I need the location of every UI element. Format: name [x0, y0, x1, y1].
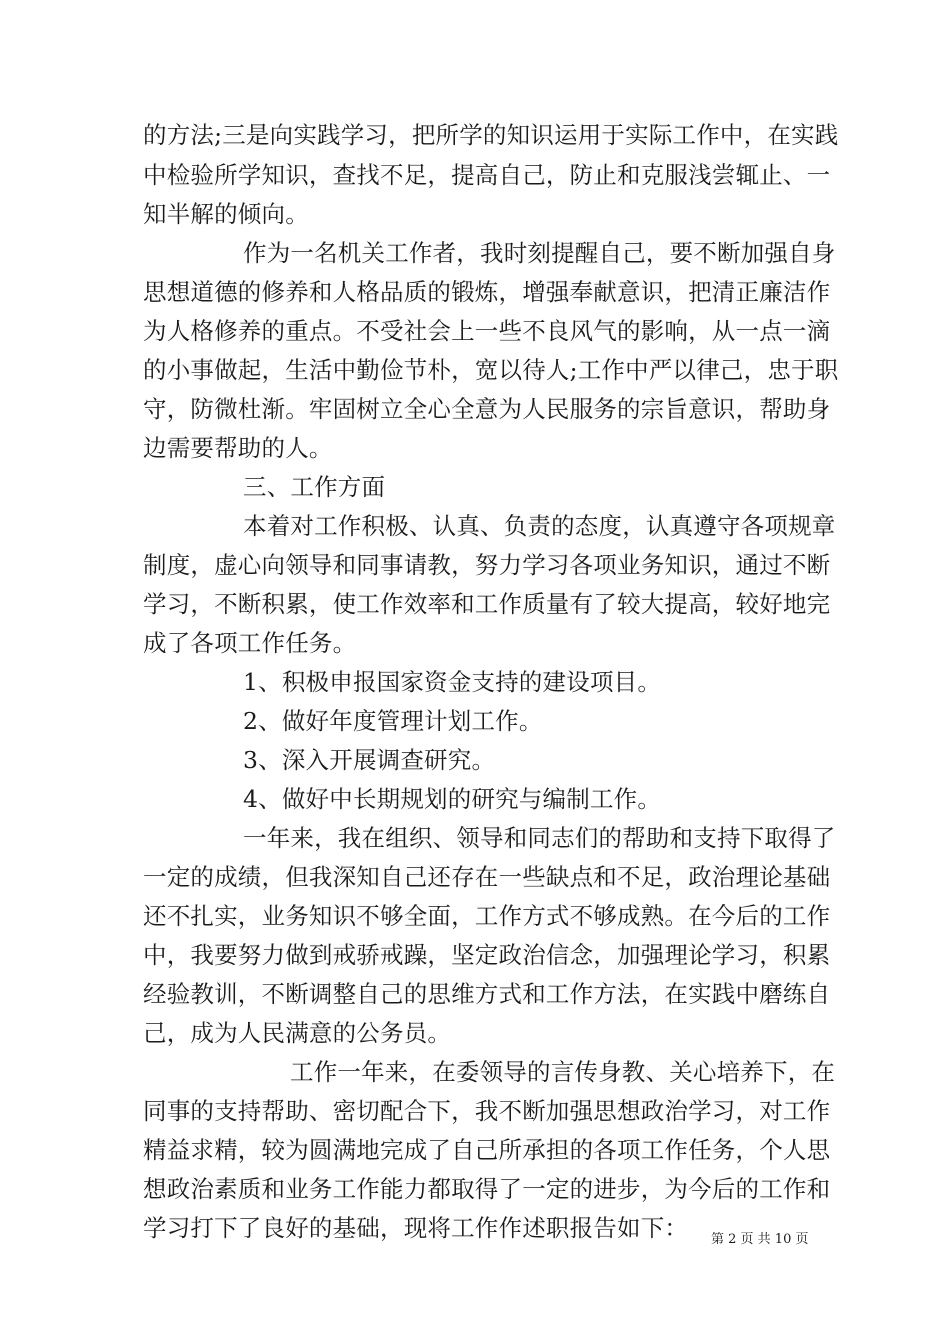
text-line: 中，我要努力做到戒骄戒躁，坚定政治信念，加强理论学习，积累 [143, 941, 831, 969]
list-item: 3、深入开展调查研究。 [243, 746, 496, 774]
text-line: 中检验所学知识，查找不足，提高自己，防止和克服浅尝辄止、一 [143, 161, 831, 189]
paragraph-start: 一年来，我在组织、领导和同志们的帮助和支持下取得了 [243, 824, 836, 852]
paragraph-start: 本着对工作积极、认真、负责的态度，认真遵守各项规章 [243, 512, 836, 540]
list-item: 1、积极申报国家资金支持的建设项目。 [243, 668, 662, 696]
text-line: 还不扎实，业务知识不够全面，工作方式不够成熟。在今后的工作 [143, 902, 831, 930]
text-line: 守，防微杜渐。牢固树立全心全意为人民服务的宗旨意识，帮助身 [143, 395, 831, 423]
text-line: 经验教训，不断调整自己的思维方式和工作方法，在实践中磨练自 [143, 980, 831, 1008]
paragraph-start: 作为一名机关工作者，我时刻提醒自己，要不断加强自身 [243, 239, 836, 267]
list-item: 2、做好年度管理计划工作。 [243, 707, 543, 735]
text-line: 为人格修养的重点。不受社会上一些不良风气的影响，从一点一滴 [143, 317, 831, 345]
page-number: 第 2 页 共 10 页 [711, 1232, 809, 1247]
text-line: 制度，虚心向领导和同事请教，努力学习各项业务知识，通过不断 [143, 551, 831, 579]
text-line: 精益求精，较为圆满地完成了自己所承担的各项工作任务，个人思 [143, 1136, 831, 1164]
text-line: 一定的成绩，但我深知自己还存在一些缺点和不足，政治理论基础 [143, 863, 831, 891]
section-heading: 三、工作方面 [243, 473, 386, 501]
text-line: 思想道德的修养和人格品质的锻炼，增强奉献意识，把清正廉洁作 [143, 278, 831, 306]
paragraph-start: 工作一年来，在委领导的言传身教、关心培养下，在 [290, 1058, 836, 1086]
text-line: 己，成为人民满意的公务员。 [143, 1019, 452, 1047]
text-line: 学习打下了良好的基础，现将工作作述职报告如下： [143, 1214, 689, 1242]
text-line: 成了各项工作任务。 [143, 629, 357, 657]
text-line: 的方法;三是向实践学习，把所学的知识运用于实际工作中，在实践 [143, 121, 839, 149]
text-line: 学习，不断积累，使工作效率和工作质量有了较大提高，较好地完 [143, 590, 831, 618]
text-line: 的小事做起，生活中勤俭节朴，宽以待人;工作中严以律己，忠于职 [143, 356, 839, 384]
text-line: 知半解的倾向。 [143, 200, 309, 228]
list-item: 4、做好中长期规划的研究与编制工作。 [243, 785, 662, 813]
text-line: 边需要帮助的人。 [143, 434, 333, 462]
text-line: 同事的支持帮助、密切配合下，我不断加强思想政治学习，对工作 [143, 1097, 831, 1125]
text-line: 想政治素质和业务工作能力都取得了一定的进步，为今后的工作和 [143, 1175, 831, 1203]
